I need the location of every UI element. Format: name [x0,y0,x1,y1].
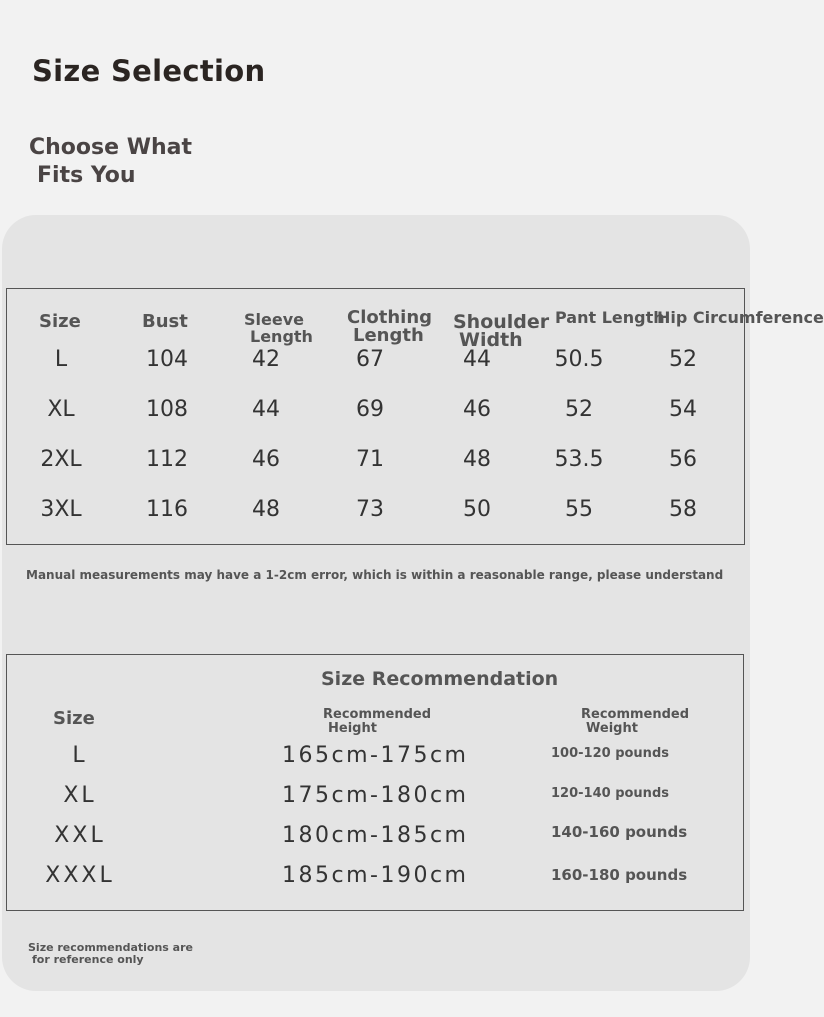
rec-weight: 160-180 pounds [551,866,688,884]
header-size: Size [39,311,81,332]
header-sleeve-length [244,311,313,345]
cell-sleeve-length: 44 [252,397,280,422]
subtitle-line-1: Choose What [29,135,193,160]
cell-clothing-length: 67 [356,347,384,372]
cell-sleeve-length: 46 [252,447,280,472]
rec-weight: 120-140 pounds [551,786,669,801]
rec-size: XXXL [45,863,115,888]
cell-pant-length: 50.5 [554,347,604,372]
cell-size: 3XL [40,497,82,522]
header-bust: Bust [142,311,188,332]
rec-header-weight-line2: Weight [586,721,638,736]
cell-size: 2XL [40,447,82,472]
rec-height: 175cm-180cm [282,783,469,808]
cell-sleeve-length: 42 [252,347,280,372]
cell-shoulder-width: 46 [463,397,491,422]
header-clothing-length-line1: Clothing [347,307,433,328]
rec-size: XXL [54,823,106,848]
cell-clothing-length: 73 [356,497,384,522]
rec-height: 165cm-175cm [282,743,469,768]
rec-header-height [323,708,431,736]
rec-weight: 140-160 pounds [551,823,688,841]
header-hip-circumference: Hip Circumference [657,308,824,327]
cell-size: XL [47,397,75,422]
footnote-line-1: Size recommendations are [28,941,193,954]
reference-footnote [28,942,193,966]
size-chart-table [6,288,824,545]
cell-shoulder-width: 44 [463,347,491,372]
rec-height: 185cm-190cm [282,863,469,888]
rec-size: XL [63,783,97,808]
cell-clothing-length: 71 [356,447,384,472]
header-shoulder-width-line1: Shoulder [453,311,550,333]
cell-bust: 104 [146,347,188,372]
cell-hip-circumference: 58 [669,497,697,522]
page-title: Size Selection [32,54,266,88]
rec-header-height-line1: Recommended [323,707,432,722]
cell-shoulder-width: 48 [463,447,491,472]
header-clothing-length-line2: Length [353,325,424,346]
cell-hip-circumference: 56 [669,447,697,472]
page-subtitle [29,134,192,190]
rec-header-weight [581,708,689,736]
cell-sleeve-length: 48 [252,497,280,522]
cell-bust: 112 [146,447,188,472]
rec-header-size: Size [53,708,95,729]
cell-size: L [54,347,68,372]
measurement-note: Manual measurements may have a 1-2cm error, which is within a reasonable range, please understand [26,568,724,582]
cell-pant-length: 52 [565,397,593,422]
cell-shoulder-width: 50 [463,497,491,522]
cell-bust: 116 [146,497,188,522]
footnote-line-2: for reference only [32,953,144,966]
rec-height: 180cm-185cm [282,823,469,848]
header-pant-length: Pant Length [555,308,665,327]
cell-pant-length: 53.5 [554,447,604,472]
header-shoulder-width [453,313,549,349]
cell-clothing-length: 69 [356,397,384,422]
cell-hip-circumference: 54 [669,397,697,422]
cell-pant-length: 55 [565,497,593,522]
cell-bust: 108 [146,397,188,422]
header-sleeve-length-line2: Length [250,327,313,346]
cell-hip-circumference: 52 [669,347,697,372]
header-shoulder-width-line2: Width [459,329,523,351]
recommendation-title: Size Recommendation [321,668,559,690]
rec-header-weight-line1: Recommended [581,707,690,722]
rec-header-height-line2: Height [328,721,377,736]
subtitle-line-2: Fits You [37,163,136,188]
header-clothing-length [347,309,432,345]
rec-weight: 100-120 pounds [551,746,669,761]
header-sleeve-length-line1: Sleeve [244,310,304,329]
rec-size: L [72,743,88,768]
